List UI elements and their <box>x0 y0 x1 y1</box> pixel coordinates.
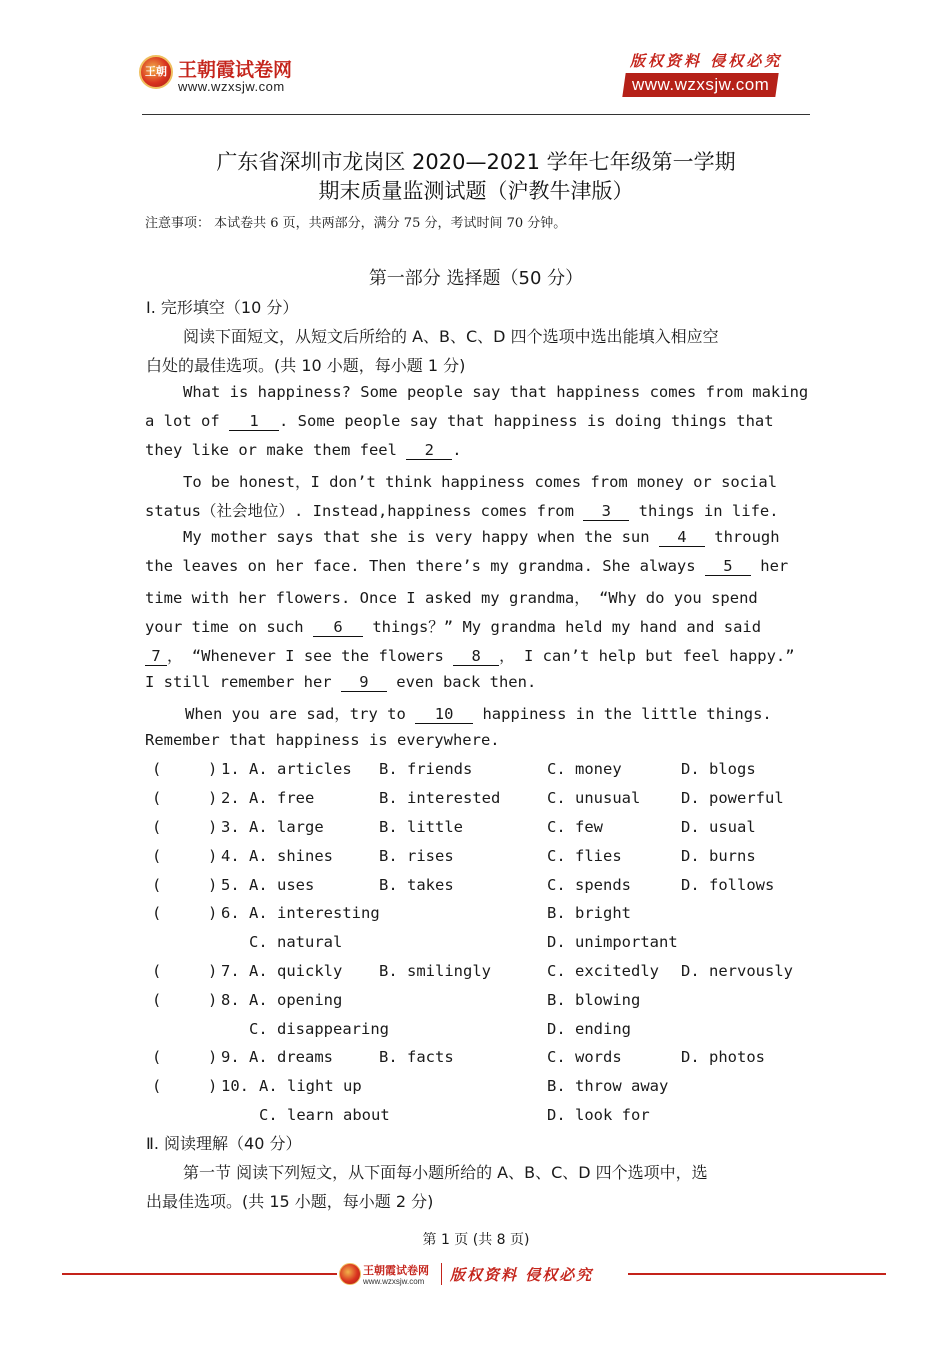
question-number: 5. <box>221 876 240 894</box>
option-d[interactable]: D. ending <box>547 1020 631 1038</box>
passage-line: I still remember her 9 even back then. <box>145 673 537 691</box>
question-number: 4. <box>221 847 240 865</box>
option-d[interactable]: D. blogs <box>681 760 756 778</box>
logo-seal-icon: 王朝 <box>139 55 173 89</box>
answer-paren[interactable]: ( ) <box>152 1048 218 1066</box>
option-d[interactable]: D. usual <box>681 818 756 836</box>
passage-line: they like or make them feel 2 . <box>145 441 462 459</box>
option-b[interactable]: B. blowing <box>547 991 641 1009</box>
blank-8[interactable]: 8 <box>453 647 499 666</box>
option-b[interactable]: B. smilingly <box>379 962 491 980</box>
footer-rights-notice: 版权资料 侵权必究 <box>450 1266 594 1284</box>
header-rule <box>142 114 810 115</box>
section1-instruction-cont: 白处的最佳选项。(共 10 小题，每小题 1 分) <box>146 356 466 375</box>
answer-paren[interactable]: ( ) <box>152 760 218 778</box>
passage-line: 7 ， “Whenever I see the flowers 8 ， I can’t help but feel happy.” <box>145 644 795 666</box>
option-b[interactable]: B. throw away <box>547 1077 669 1095</box>
option-a[interactable]: A. uses <box>249 876 315 894</box>
answer-paren[interactable]: ( ) <box>152 818 218 836</box>
section2-instruction: 第一节 阅读下列短文，从下面每小题所给的 A、B、C、D 四个选项中，选 <box>183 1163 708 1182</box>
passage-line: status（社会地位）. Instead,happiness comes from 3 things in life. <box>145 502 779 520</box>
option-d[interactable]: D. nervously <box>681 962 793 980</box>
exam-notice: 注意事项： 本试卷共 6 页，共两部分，满分 75 分，考试时间 70 分钟。 <box>145 216 567 231</box>
option-b[interactable]: B. facts <box>379 1048 454 1066</box>
option-c[interactable]: C. disappearing <box>249 1020 389 1038</box>
blank-3[interactable]: 3 <box>583 502 629 521</box>
option-b[interactable]: B. interested <box>379 789 501 807</box>
option-d[interactable]: D. photos <box>681 1048 765 1066</box>
option-b[interactable]: B. takes <box>379 876 454 894</box>
answer-paren[interactable]: ( ) <box>152 904 218 922</box>
question-number: 7. <box>221 962 240 980</box>
page-number: 第 1 页 (共 8 页) <box>422 1232 530 1248</box>
option-a[interactable]: A. quickly <box>249 962 343 980</box>
option-d[interactable]: D. unimportant <box>547 933 678 951</box>
answer-paren[interactable]: ( ) <box>152 789 218 807</box>
blank-7[interactable]: 7 <box>145 647 167 666</box>
question-number: 2. <box>221 789 240 807</box>
blank-6[interactable]: 6 <box>313 618 363 637</box>
option-b[interactable]: B. friends <box>379 760 473 778</box>
logo-url[interactable]: www.wzxsjw.com <box>178 79 285 94</box>
option-c[interactable]: C. spends <box>547 876 631 894</box>
blank-1[interactable]: 1 <box>229 412 279 431</box>
passage-line: My mother says that she is very happy when the sun 4 through <box>183 528 780 546</box>
passage-line: Remember that happiness is everywhere. <box>145 731 500 749</box>
footer-logo-url[interactable]: www.wzxsjw.com <box>363 1277 425 1286</box>
option-a[interactable]: A. light up <box>259 1077 362 1095</box>
answer-paren[interactable]: ( ) <box>152 876 218 894</box>
exam-title-line1: 广东省深圳市龙岗区 2020—2021 学年七年级第一学期 <box>216 150 736 174</box>
option-a[interactable]: A. free <box>249 789 315 807</box>
question-number: 1. <box>221 760 240 778</box>
blank-2[interactable]: 2 <box>406 441 452 460</box>
passage-line: To be honest，I don’t think happiness comes from money or social <box>183 473 778 491</box>
question-number: 3. <box>221 818 240 836</box>
section2-instruction-cont: 出最佳选项。(共 15 小题，每小题 2 分) <box>146 1192 434 1211</box>
logo-name: 王朝霞试卷网 <box>178 59 293 81</box>
exam-title-line2: 期末质量监测试题（沪教牛津版） <box>318 179 634 203</box>
footer-logo-name: 王朝霞试卷网 <box>363 1264 429 1277</box>
option-c[interactable]: C. few <box>547 818 603 836</box>
question-number: 10. <box>221 1077 249 1095</box>
option-a[interactable]: A. dreams <box>249 1048 333 1066</box>
option-c[interactable]: C. money <box>547 760 622 778</box>
passage-line: a lot of 1 . Some people say that happiness is doing things that <box>145 412 774 430</box>
footer-divider <box>441 1263 442 1285</box>
section1-title: Ⅰ. 完形填空（10 分） <box>146 298 299 317</box>
option-c[interactable]: C. unusual <box>547 789 641 807</box>
passage-line: your time on such 6 things？” My grandma held my hand and said <box>145 618 762 636</box>
footer-rule-left <box>62 1273 337 1275</box>
blank-10[interactable]: 10 <box>415 705 473 724</box>
option-c[interactable]: C. words <box>547 1048 622 1066</box>
passage-line: time with her flowers. Once I asked my grandma， “Why do you spend <box>145 589 758 607</box>
option-b[interactable]: B. bright <box>547 904 631 922</box>
answer-paren[interactable]: ( ) <box>152 962 218 980</box>
footer-rule-right <box>628 1273 886 1275</box>
option-d[interactable]: D. powerful <box>681 789 784 807</box>
question-number: 6. <box>221 904 240 922</box>
blank-4[interactable]: 4 <box>659 528 705 547</box>
footer-logo-icon <box>339 1263 361 1285</box>
option-a[interactable]: A. opening <box>249 991 343 1009</box>
option-b[interactable]: B. rises <box>379 847 454 865</box>
option-a[interactable]: A. shines <box>249 847 333 865</box>
option-a[interactable]: A. articles <box>249 760 352 778</box>
option-c[interactable]: C. natural <box>249 933 343 951</box>
option-d[interactable]: D. look for <box>547 1106 650 1124</box>
option-b[interactable]: B. little <box>379 818 463 836</box>
answer-paren[interactable]: ( ) <box>152 991 218 1009</box>
passage-line: the leaves on her face. Then there’s my grandma. She always 5 her <box>145 557 789 575</box>
option-d[interactable]: D. burns <box>681 847 756 865</box>
question-number: 9. <box>221 1048 240 1066</box>
passage-line: When you are sad，try to 10 happiness in the little things. <box>185 705 772 723</box>
option-d[interactable]: D. follows <box>681 876 775 894</box>
section2-title: Ⅱ. 阅读理解（40 分） <box>146 1134 302 1153</box>
option-c[interactable]: C. excitedly <box>547 962 659 980</box>
option-a[interactable]: A. large <box>249 818 324 836</box>
passage-line: What is happiness? Some people say that happiness comes from making <box>183 383 809 401</box>
option-c[interactable]: C. learn about <box>259 1106 390 1124</box>
url-banner[interactable]: www.wzxsjw.com <box>622 73 779 97</box>
option-a[interactable]: A. interesting <box>249 904 380 922</box>
part1-title: 第一部分 选择题（50 分） <box>368 268 584 289</box>
option-c[interactable]: C. flies <box>547 847 622 865</box>
blank-9[interactable]: 9 <box>341 673 387 692</box>
rights-notice: 版权资料 侵权必究 <box>630 52 783 70</box>
blank-5[interactable]: 5 <box>705 557 751 576</box>
question-number: 8. <box>221 991 240 1009</box>
section1-instruction: 阅读下面短文，从短文后所给的 A、B、C、D 四个选项中选出能填入相应空 <box>183 327 719 346</box>
answer-paren[interactable]: ( ) <box>152 847 218 865</box>
answer-paren[interactable]: ( ) <box>152 1077 218 1095</box>
